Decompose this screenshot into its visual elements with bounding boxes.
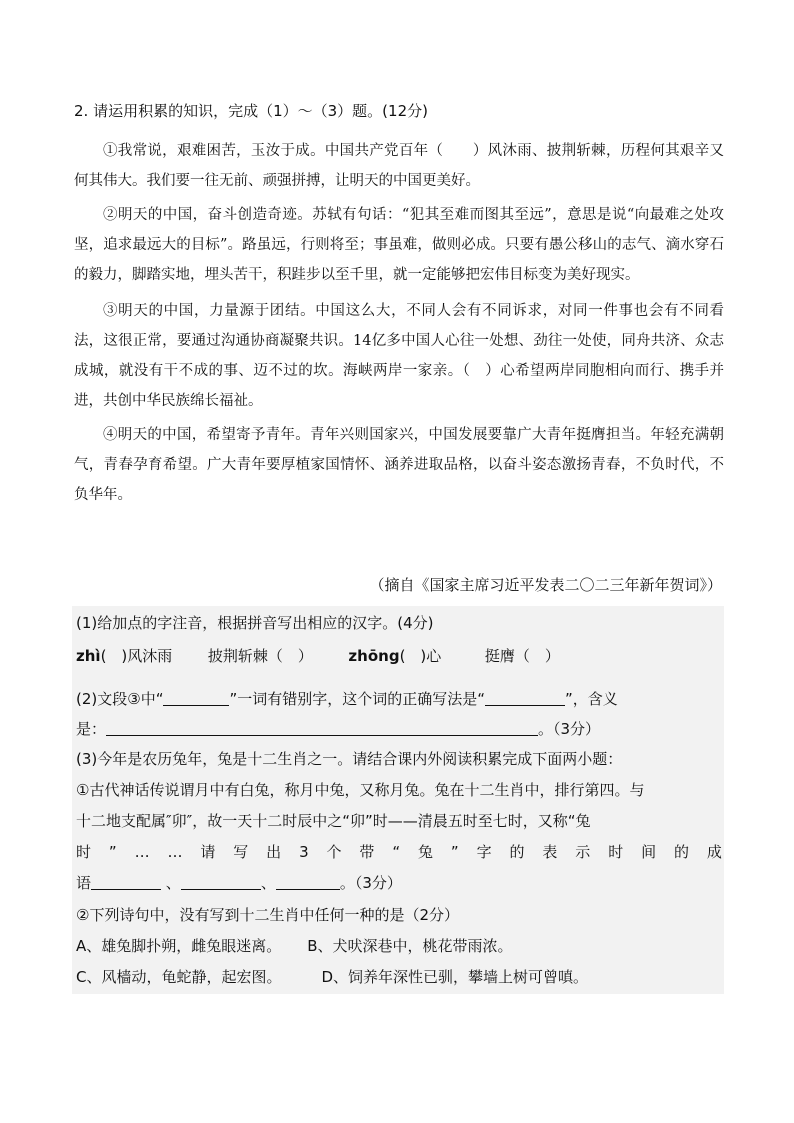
question-title: 2. 请运用积累的知识，完成（1）～（3）题。(12分): [74, 102, 428, 120]
q2-line1: [76, 688, 618, 710]
option-c[interactable]: C、风樯动，龟蛇静，起宏图。: [76, 968, 282, 986]
option-a[interactable]: A、雄兔脚扑朔，雌兔眼迷离。: [76, 937, 282, 955]
q3-sub1-line2: 十二地支配属″卯″，故一天十二时辰中之“卯”时——清晨五时至七时，又称“兔: [76, 812, 591, 830]
q3-sep-1: 、: [165, 874, 181, 892]
option-d[interactable]: D、饲养年深性已驯，攀墙上树可曾嗔。: [321, 968, 589, 986]
q3-sub1-line4: [76, 872, 402, 894]
q3-char: ”: [108, 843, 117, 861]
q3-line4-text: 语: [76, 874, 92, 892]
q1-item4[interactable]: 挺膺（ ）: [484, 647, 560, 665]
q3-char: …: [167, 843, 183, 861]
q3-sub2-prompt: ②下列诗句中，没有写到十二生肖中任何一种的是（2分）: [76, 906, 459, 924]
q1-item3-pinyin: zhōng: [348, 647, 400, 665]
q3-char: ”: [450, 843, 459, 861]
q2-correct-word-blank[interactable]: [485, 689, 565, 706]
q3-char: 带: [359, 843, 375, 861]
q2-wrong-word-blank[interactable]: [163, 689, 229, 706]
q1-item2[interactable]: 披荆斩棘（ ）: [207, 647, 313, 665]
q3-char: 表: [542, 843, 558, 861]
passage-paragraph-1: ①我常说，艰难困苦，玉汝于成。中国共产党百年（ ）风沐雨、披荆斩棘，历程何其艰辛又何其伟大。我们要一往无前、顽强拼搏，让明天的中国更美好。: [74, 143, 724, 189]
q3-char: 出: [266, 843, 282, 861]
passage-paragraph-2: ②明天的中国，奋斗创造奇迹。苏轼有句话：“犯其至难而图其至远”，意思是说“向最难之处攻坚，追求最远大的目标”。路虽远，行则将至；事虽难，做则必成。只要有愚公移山的志气、滴水穿石的毅力，脚踏实地，埋头苦干，积跬步以至千里，就一定能够把宏伟目标变为美好现实。: [74, 207, 724, 283]
q2-line1-text-c: ”，含义: [565, 690, 618, 708]
q3-sub1-line3: [76, 841, 722, 863]
q2-meaning-blank[interactable]: [106, 719, 538, 736]
passage-paragraph-4: ④明天的中国，希望寄予青年。青年兴则国家兴，中国发展要靠广大青年挺膺担当。年轻充满朝气，青春孕育希望。广大青年要厚植家国情怀、涵养进取品格，以奋斗姿态激扬青春，不负时代，不负华年。: [74, 427, 724, 503]
q3-line4-end: 。（3分）: [339, 874, 402, 892]
q3-char: 个: [326, 843, 342, 861]
q3-idiom-blank-3[interactable]: [276, 873, 340, 890]
q3-idiom-blank-1[interactable]: [91, 873, 161, 890]
q3-char: 写: [233, 843, 249, 861]
q3-char: “: [392, 843, 401, 861]
q3-char: 示: [575, 843, 591, 861]
q3-char: 间: [641, 843, 657, 861]
q1-prompt: (1)给加点的字注音，根据拼音写出相应的汉字。(4分): [76, 614, 434, 632]
q3-char: 字: [476, 843, 492, 861]
q3-char: 时: [608, 843, 624, 861]
q2-line1-text-b: ”一词有错别字，这个词的正确写法是“: [229, 690, 486, 708]
q2-line2-text-a: 是：: [76, 720, 107, 738]
q3-options-row-1: [76, 935, 513, 957]
q3-char: …: [134, 843, 150, 861]
q1-item1-pinyin: zhì: [76, 647, 101, 665]
q1-item3[interactable]: ( )心: [399, 647, 442, 665]
q3-char: 3: [299, 843, 309, 861]
q3-idiom-blank-2[interactable]: [181, 873, 261, 890]
q3-options-row-2: [76, 966, 588, 988]
q2-line2-text-b: 。（3分）: [538, 720, 601, 738]
q3-char: 请: [200, 843, 216, 861]
q3-sep-2: 、: [260, 874, 276, 892]
q3-char: 成: [706, 843, 722, 861]
q2-line1-text-a: (2)文段③中“: [76, 690, 164, 708]
reading-passage: [74, 136, 724, 514]
q3-sub1-line1: ①古代神话传说谓月中有白兔，称月中兔，又称月兔。兔在十二生肖中，排行第四。与: [76, 781, 645, 799]
q1-item1[interactable]: ( )风沐雨: [100, 647, 173, 665]
q3-char: 的: [509, 843, 525, 861]
q3-char: 的: [674, 843, 690, 861]
passage-source: （摘自《国家主席习近平发表二〇二三年新年贺词》）: [369, 576, 722, 594]
q1-items: [76, 645, 560, 667]
option-b[interactable]: B、犬吠深巷中，桃花带雨浓。: [307, 937, 513, 955]
q3-char: 兔: [418, 843, 434, 861]
passage-paragraph-3: ③明天的中国，力量源于团结。中国这么大，不同人会有不同诉求，对同一件事也会有不同看法，这很正常，要通过沟通协商凝聚共识。14亿多中国人心往一处想、劲往一处使，同舟共济、众志成城，就没有干不成的事、迈不过的坎。海峡两岸一家亲。（ ）心希望两岸同胞相向而行、携手并进，共创中华民族绵长福祉。: [74, 303, 724, 409]
q3-char: 时: [76, 843, 92, 861]
q3-intro: (3)今年是农历兔年，兔是十二生肖之一。请结合课内外阅读积累完成下面两小题：: [76, 750, 623, 768]
q2-line2: [76, 718, 600, 740]
